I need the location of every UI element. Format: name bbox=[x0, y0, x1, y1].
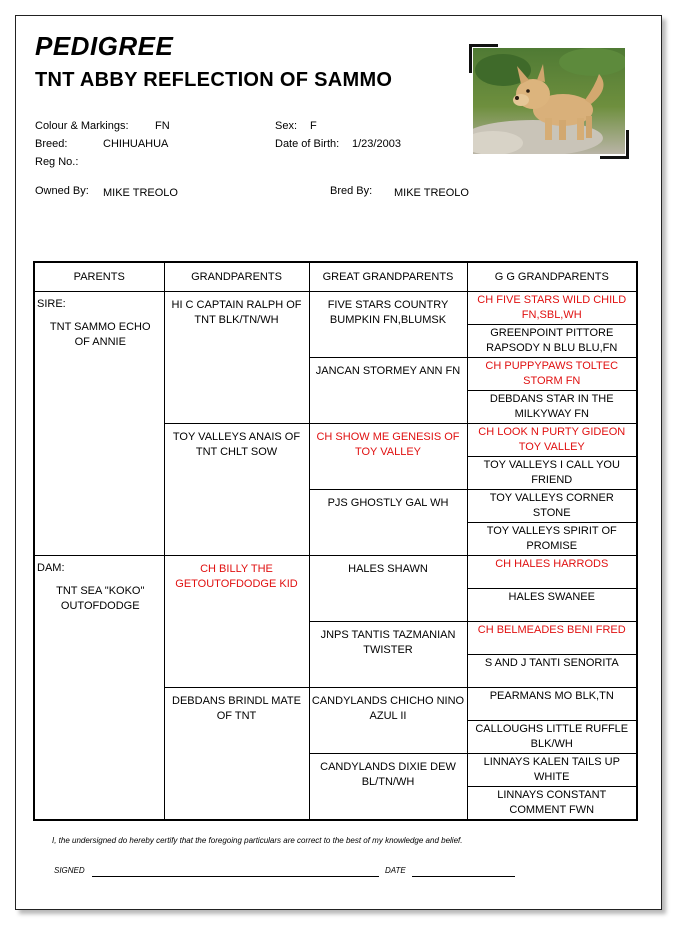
dam-great-grandparent-3: CANDYLANDS CHICHO NINO AZUL II bbox=[309, 688, 467, 754]
date-label: DATE bbox=[385, 866, 406, 875]
page-title: PEDIGREE bbox=[35, 31, 174, 61]
dob-label: Date of Birth: bbox=[275, 138, 340, 150]
sire-cell bbox=[34, 292, 164, 556]
sire-great-grandparent-3: CH SHOW ME GENESIS OF TOY VALLEY bbox=[309, 424, 467, 490]
signed-label: SIGNED bbox=[54, 866, 85, 875]
dam-gg-grandparent-3: CH BELMEADES BENI FRED bbox=[467, 622, 637, 655]
date-line bbox=[412, 876, 515, 877]
dam-great-grandparent-2: JNPS TANTIS TAZMANIAN TWISTER bbox=[309, 622, 467, 688]
sire-gg-grandparent-4: DEBDANS STAR IN THE MILKYWAY FN bbox=[467, 391, 637, 424]
table-row bbox=[34, 556, 637, 589]
sire-grandparent-2: TOY VALLEYS ANAIS OF TNT CHLT SOW bbox=[164, 424, 309, 556]
sire-gg-grandparent-5: CH LOOK N PURTY GIDEON TOY VALLEY bbox=[467, 424, 637, 457]
pedigree-table bbox=[33, 261, 638, 821]
sire-great-grandparent-4: PJS GHOSTLY GAL WH bbox=[309, 490, 467, 556]
col-gg-grandparents: G G GRANDPARENTS bbox=[467, 262, 637, 292]
col-grandparents: GRANDPARENTS bbox=[164, 262, 309, 292]
sire-great-grandparent-1: FIVE STARS COUNTRY BUMPKIN FN,BLUMSK bbox=[309, 292, 467, 358]
sire-grandparent-1: HI C CAPTAIN RALPH OF TNT BLK/TN/WH bbox=[164, 292, 309, 424]
dog-name: TNT ABBY REFLECTION OF SAMMO bbox=[35, 69, 393, 91]
breed-label: Breed: bbox=[35, 138, 68, 150]
dam-gg-grandparent-6: CALLOUGHS LITTLE RUFFLE BLK/WH bbox=[467, 721, 637, 754]
dog-photo bbox=[469, 44, 629, 159]
sire-great-grandparent-2: JANCAN STORMEY ANN FN bbox=[309, 358, 467, 424]
dam-grandparent-2: DEBDANS BRINDL MATE OF TNT bbox=[164, 688, 309, 820]
owned-label: Owned By: bbox=[35, 185, 89, 197]
pedigree-sheet bbox=[15, 15, 662, 910]
col-parents: PARENTS bbox=[34, 262, 164, 292]
dob-value: 1/23/2003 bbox=[352, 138, 401, 150]
sire-gg-grandparent-2: GREENPOINT PITTORE RAPSODY N BLU BLU,FN bbox=[467, 325, 637, 358]
dog-photo-image bbox=[473, 48, 625, 154]
table-header-row bbox=[34, 262, 637, 292]
colour-value: FN bbox=[155, 120, 170, 132]
sire-name: TNT SAMMO ECHO OF ANNIE bbox=[49, 321, 151, 348]
dam-gg-grandparent-2: HALES SWANEE bbox=[467, 589, 637, 622]
reg-label: Reg No.: bbox=[35, 156, 79, 168]
colour-label: Colour & Markings: bbox=[35, 120, 129, 132]
dam-label: DAM: bbox=[37, 562, 65, 574]
dam-gg-grandparent-1: CH HALES HARRODS bbox=[467, 556, 637, 589]
sire-gg-grandparent-8: TOY VALLEYS SPIRIT OF PROMISE bbox=[467, 523, 637, 556]
dam-gg-grandparent-7: LINNAYS KALEN TAILS UP WHITE bbox=[467, 754, 637, 787]
owned-value: MIKE TREOLO bbox=[103, 187, 178, 199]
dam-great-grandparent-4: CANDYLANDS DIXIE DEW BL/TN/WH bbox=[309, 754, 467, 820]
sex-label: Sex: bbox=[275, 120, 298, 132]
sire-gg-grandparent-6: TOY VALLEYS I CALL YOU FRIEND bbox=[467, 457, 637, 490]
certification-text: I, the undersigned do hereby certify that the foregoing particulars are correct to the best of my knowledge and belief. bbox=[52, 836, 463, 845]
bred-label: Bred By: bbox=[330, 185, 373, 197]
bred-value: MIKE TREOLO bbox=[394, 187, 469, 199]
sire-gg-grandparent-3: CH PUPPYPAWS TOLTEC STORM FN bbox=[467, 358, 637, 391]
dam-gg-grandparent-8: LINNAYS CONSTANT COMMENT FWN bbox=[467, 787, 637, 820]
col-great-grandparents: GREAT GRANDPARENTS bbox=[309, 262, 467, 292]
dam-gg-grandparent-5: PEARMANS MO BLK,TN bbox=[467, 688, 637, 721]
sire-gg-grandparent-1: CH FIVE STARS WILD CHILD FN,SBL,WH bbox=[467, 292, 637, 325]
dam-grandparent-1: CH BILLY THE GETOUTOFDODGE KID bbox=[164, 556, 309, 688]
signature-line bbox=[92, 876, 379, 877]
dam-gg-grandparent-4: S AND J TANTI SENORITA bbox=[467, 655, 637, 688]
sire-gg-grandparent-7: TOY VALLEYS CORNER STONE bbox=[467, 490, 637, 523]
breed-value: CHIHUAHUA bbox=[103, 138, 169, 150]
table-row bbox=[34, 292, 637, 325]
dam-great-grandparent-1: HALES SHAWN bbox=[309, 556, 467, 622]
sex-value: F bbox=[310, 120, 317, 132]
dam-name: TNT SEA "KOKO" OUTOFDODGE bbox=[56, 585, 145, 612]
dam-cell bbox=[34, 556, 164, 820]
sire-label: SIRE: bbox=[37, 298, 66, 310]
